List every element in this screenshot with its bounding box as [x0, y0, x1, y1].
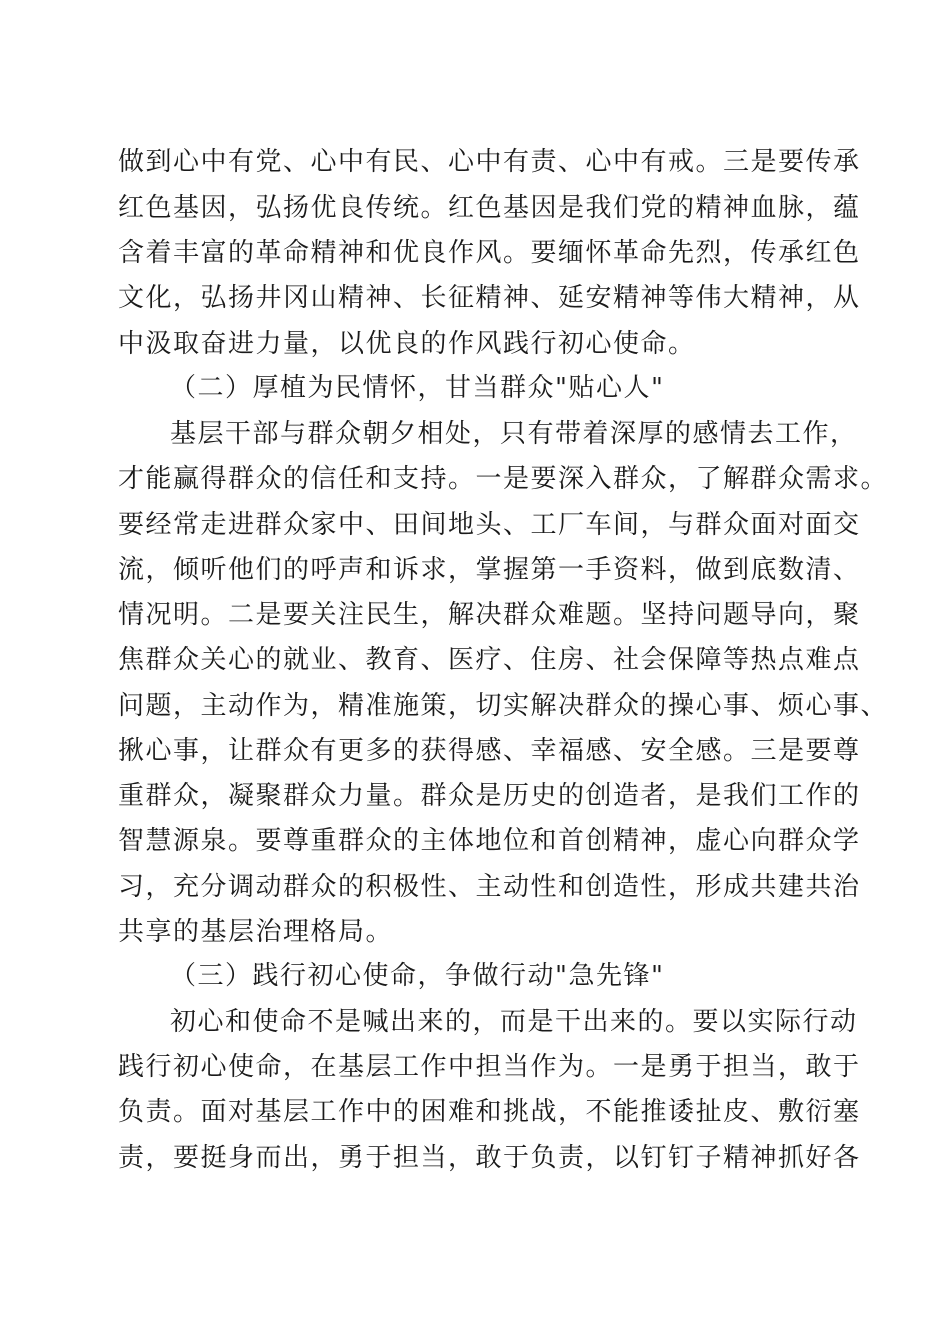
paragraph-line: 情况明。二是要关注民生，解决群众难题。坚持问题导向，聚: [118, 600, 861, 630]
section-heading-3: （三）践行初心使命，争做行动"急先锋": [170, 961, 665, 991]
paragraph-line: 基层干部与群众朝夕相处，只有带着深厚的感情去工作，: [170, 419, 858, 449]
paragraph-line: 责，要挺身而出，勇于担当，敢于负责，以钉钉子精神抓好各: [118, 1143, 861, 1173]
paragraph-line: 流，倾听他们的呼声和诉求，掌握第一手资料，做到底数清、: [118, 555, 861, 585]
paragraph-line: 习，充分调动群众的积极性、主动性和创造性，形成共建共治: [118, 872, 861, 902]
paragraph-line: 文化，弘扬井冈山精神、长征精神、延安精神等伟大精神，从: [118, 283, 861, 313]
paragraph-line: 初心和使命不是喊出来的，而是干出来的。要以实际行动: [170, 1007, 858, 1037]
paragraph-line: 智慧源泉。要尊重群众的主体地位和首创精神，虚心向群众学: [118, 826, 861, 856]
paragraph-line: 中汲取奋进力量，以优良的作风践行初心使命。: [118, 329, 696, 359]
paragraph-line: 重群众，凝聚群众力量。群众是历史的创造者，是我们工作的: [118, 781, 861, 811]
paragraph-line: 红色基因，弘扬优良传统。红色基因是我们党的精神血脉，蕴: [118, 193, 861, 223]
paragraph-line: 含着丰富的革命精神和优良作风。要缅怀革命先烈，传承红色: [118, 238, 861, 268]
paragraph-line: 负责。面对基层工作中的困难和挑战，不能推诿扯皮、敷衍塞: [118, 1097, 861, 1127]
section-heading-2: （二）厚植为民情怀，甘当群众"贴心人": [170, 373, 665, 403]
paragraph-line: 揪心事，让群众有更多的获得感、幸福感、安全感。三是要尊: [118, 736, 861, 766]
paragraph-line: 共享的基层治理格局。: [118, 917, 394, 947]
paragraph-line: 践行初心使命，在基层工作中担当作为。一是勇于担当，敢于: [118, 1052, 861, 1082]
paragraph-line: 焦群众关心的就业、教育、医疗、住房、社会保障等热点难点: [118, 645, 861, 675]
paragraph-line: 才能赢得群众的信任和支持。一是要深入群众，了解群众需求。: [118, 464, 889, 494]
paragraph-line: 做到心中有党、心中有民、心中有责、心中有戒。三是要传承: [118, 147, 861, 177]
paragraph-line: 要经常走进群众家中、田间地头、工厂车间，与群众面对面交: [118, 510, 861, 540]
paragraph-line: 问题，主动作为，精准施策，切实解决群众的操心事、烦心事、: [118, 691, 889, 721]
